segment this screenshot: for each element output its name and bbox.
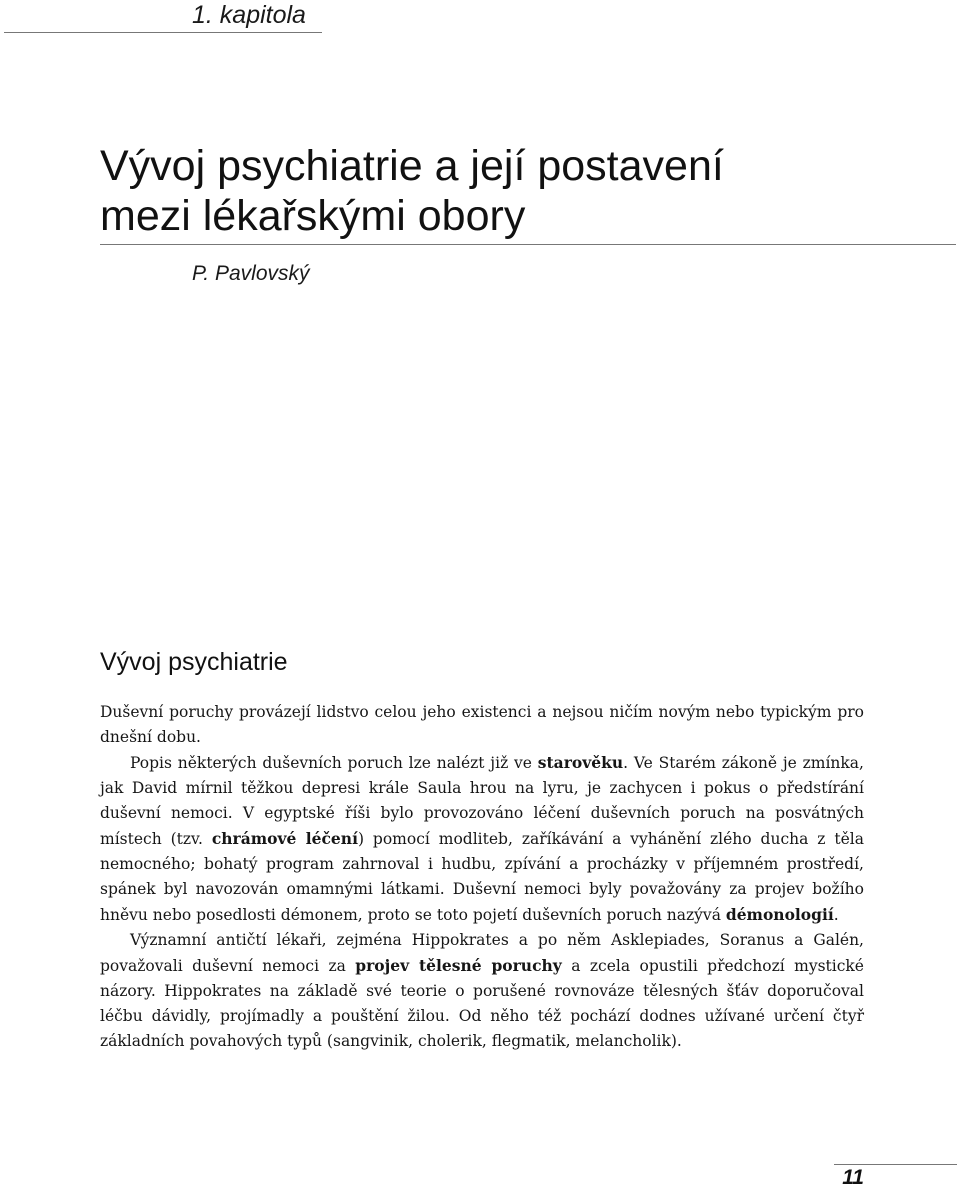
paragraph-3	[100, 928, 864, 1054]
author-name: P. Pavlovský	[192, 262, 310, 285]
paragraph-2-text-a: Popis některých duševních poruch lze nalézt již ve	[130, 754, 538, 772]
article-title-line-1: Vývoj psychiatrie a její postavení	[100, 142, 724, 190]
footer-divider	[834, 1164, 957, 1165]
chapter-label: 1. kapitola	[192, 1, 306, 29]
article-title-line-2: mezi lékařskými obory	[100, 192, 526, 240]
paragraph-1: Duševní poruchy provázejí lidstvo celou jeho existenci a nejsou ničím novým nebo typickým pro dnešní dobu.	[100, 703, 864, 746]
paragraph-2-text-c: . Ve Starém zákoně je zmínka, jak David mírnil těžkou depresi krále Saula hrou na lyru, je zachycen i pokus o předstírání duševní nemoci. V egyptské říši bylo provozováno léčení duševních poruch na posvátných místech (tzv.	[100, 754, 864, 848]
paragraph-2-text-e: .	[833, 906, 839, 924]
term-starovek: starověku	[537, 753, 624, 772]
term-chramove-leceni: chrámové léčení	[211, 829, 358, 848]
term-projev-telesne-poruchy: projev tělesné poruchy	[355, 956, 562, 975]
paragraph-3-text-c: a zcela opustili předchozí mystické názory. Hippokrates na základě své teorie o porušené rovnováze tělesných šťáv doporučoval léčbu dávidly, projímadly a pouštění žilou. Od něho též pochází dodnes užívané určení čtyř základních povahových typů (sangvinik, cholerik, flegmatik, melancholik).	[100, 957, 864, 1050]
title-divider	[100, 244, 956, 245]
paragraph-2	[100, 750, 864, 928]
paragraph-2-text-d: ) pomocí modliteb, zaříkávání a vyhánění zlého ducha z těla nemocného; bohatý program zahrnoval i hudbu, zpívání a procházky v příjemném prostředí, spánek byl navozován omamnými látkami. Duševní nemoci byly považovány za projev božího hněvu nebo posedlosti démonem, proto se toto pojetí duševních poruch nazývá	[100, 830, 864, 924]
section-body	[100, 700, 864, 1054]
paragraph-3-text-a: Významní antičtí lékaři, zejména Hippokrates a po něm Asklepiades, Soranus a Galén, považovali duševní nemoci za	[100, 931, 864, 975]
section-heading: Vývoj psychiatrie	[100, 648, 288, 676]
chapter-divider	[4, 32, 322, 33]
article-title	[100, 141, 724, 241]
page-number: 11	[842, 1166, 864, 1189]
term-demonologie: démonologií	[725, 905, 834, 924]
